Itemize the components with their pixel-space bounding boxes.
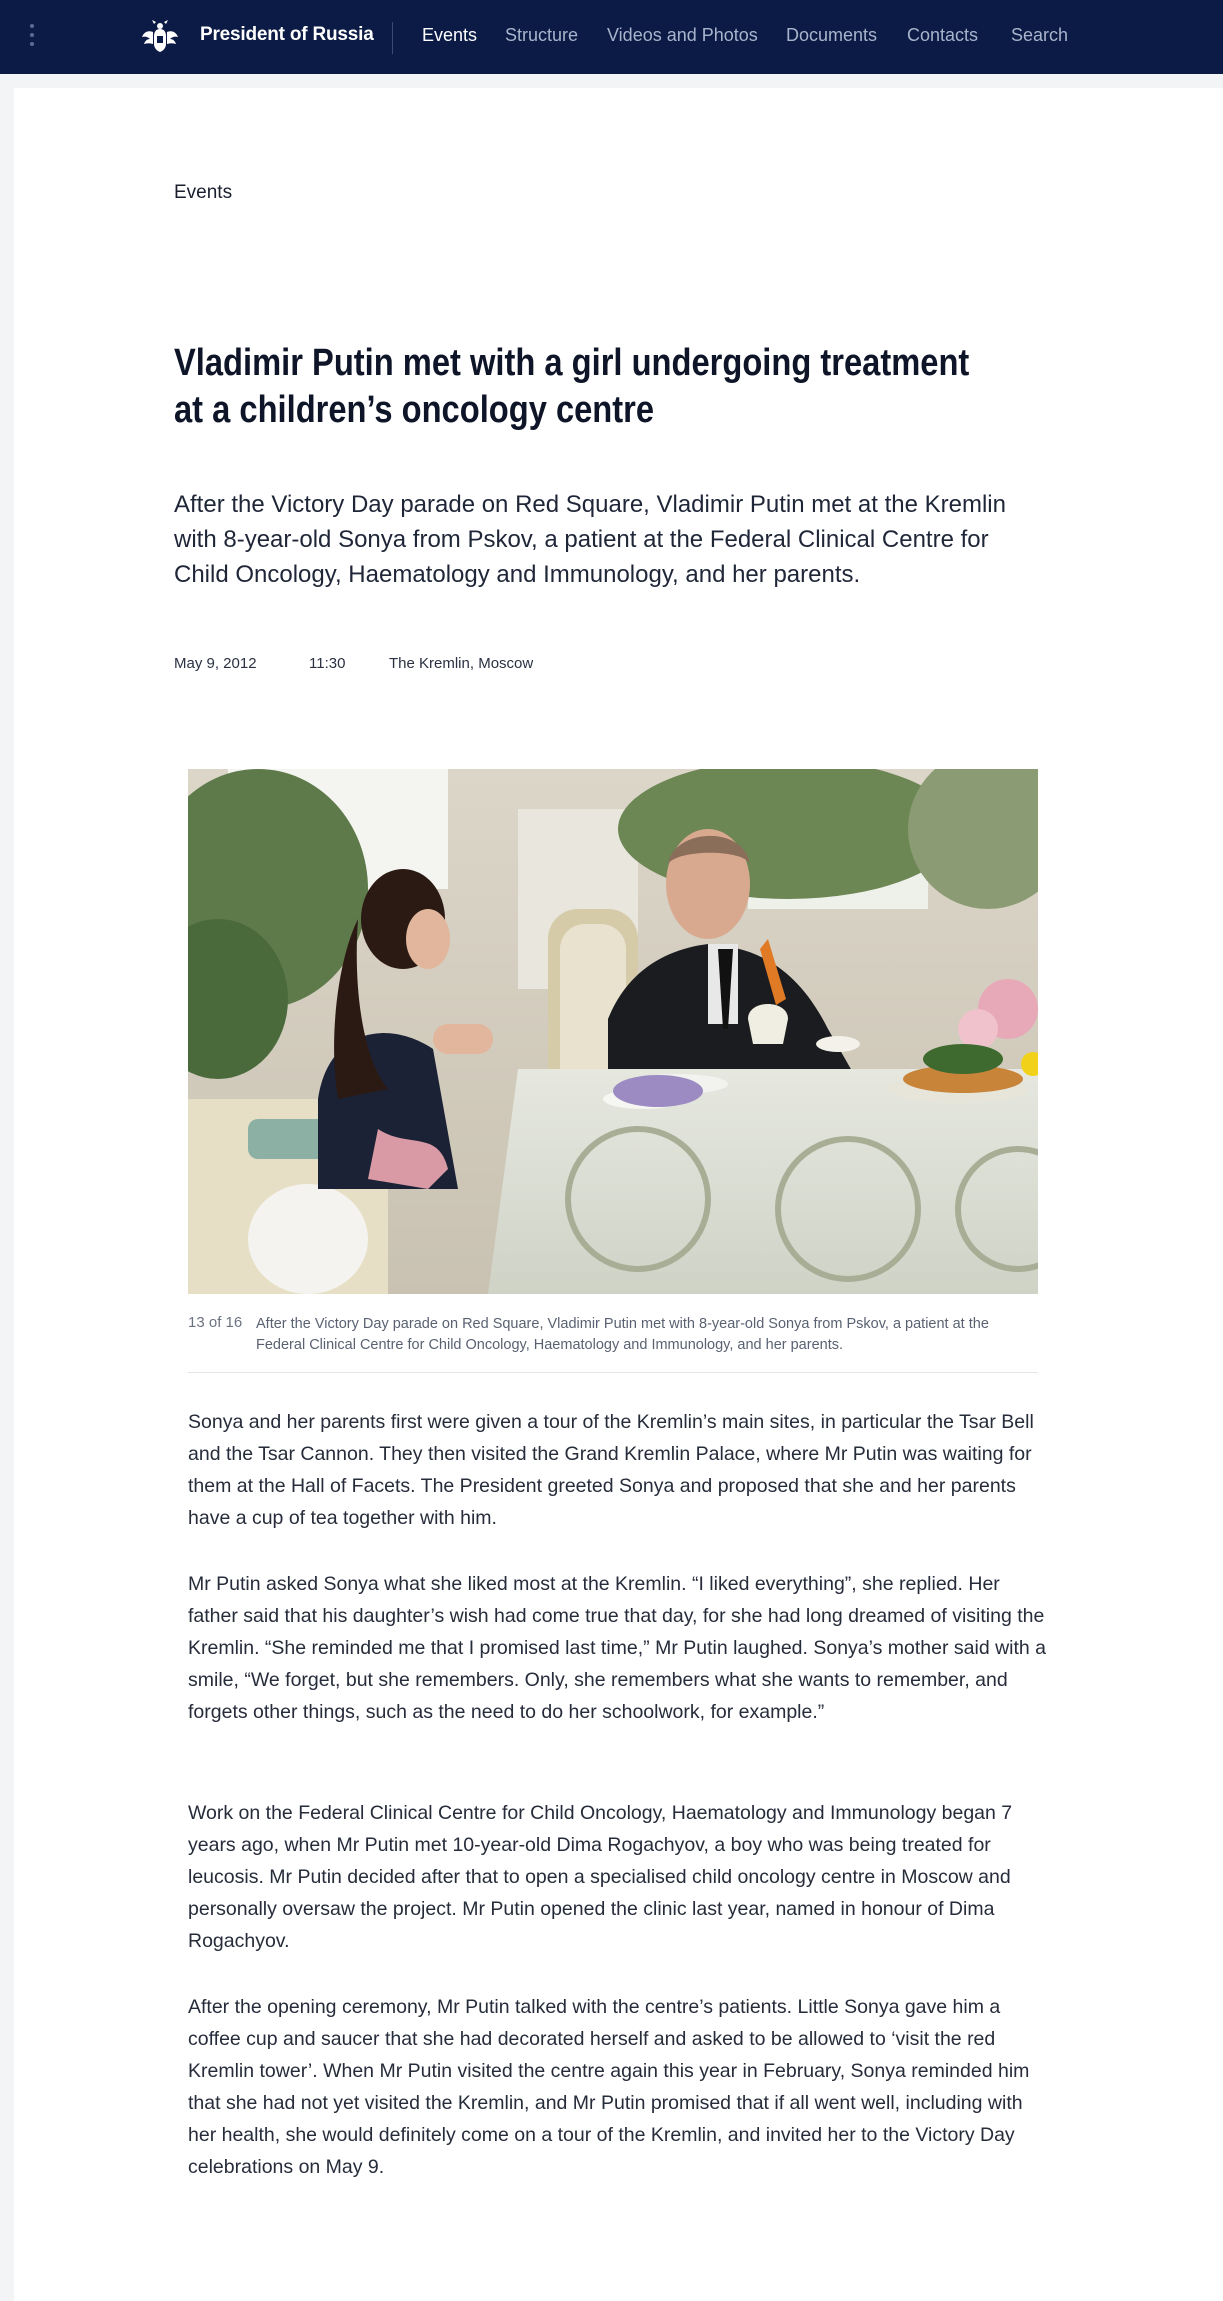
vertical-dots-menu-icon[interactable] bbox=[28, 24, 36, 50]
article-location[interactable]: The Kremlin, Moscow bbox=[389, 655, 534, 672]
article-title: Vladimir Putin met with a girl undergoing treatment at a children’s oncology centre bbox=[174, 342, 970, 431]
nav-contacts[interactable]: Contacts bbox=[907, 25, 979, 45]
article-paragraph-1: Sonya and her parents first were given a tour of the Kremlin’s main sites, in particular the Tsar Bell and the Tsar Cannon. They then visited the Grand Kremlin Palace, where Mr Putin was waiting for them at the Hall of Facets. The President greeted Sonya and proposed that she and her parents have a cup of tea together with him. bbox=[188, 1411, 1034, 1529]
photo-counter: 13 of 16 bbox=[188, 1314, 243, 1331]
nav-divider bbox=[392, 22, 393, 54]
eagle-emblem-icon[interactable] bbox=[141, 18, 179, 56]
site-header bbox=[0, 0, 1223, 74]
article-photo[interactable] bbox=[188, 769, 1038, 1294]
caption-divider bbox=[188, 1372, 1038, 1373]
article-lead: After the Victory Day parade on Red Square, Vladimir Putin met at the Kremlin with 8-year-old Sonya from Pskov, a patient at the Federal Clinical Centre for Child Oncology, Haematology and Immunology, and her parents. bbox=[174, 491, 1006, 588]
photo-image bbox=[188, 769, 1038, 1294]
nav-documents[interactable]: Documents bbox=[786, 25, 878, 45]
article-paragraph-4: After the opening ceremony, Mr Putin talked with the centre’s patients. Little Sonya gave him a coffee cup and saucer that she had decorated herself and asked to be allowed to ‘visit the red Kremlin tower’. When Mr Putin visited the centre again this year in February, Sonya reminded him that she had not yet visited the Kremlin, and Mr Putin promised that if all went well, including with her health, she would definitely come on a tour of the Kremlin, and invited her to the Victory Day celebrations on May 9. bbox=[188, 1996, 1030, 2178]
photo-caption: After the Victory Day parade on Red Square, Vladimir Putin met with 8-year-old Sonya from Pskov, a patient at the Federal Clinical Centre for Child Oncology, Haematology and Immunology, and her parents. bbox=[256, 1316, 989, 1353]
article-date: May 9, 2012 bbox=[174, 655, 257, 672]
article-time: 11:30 bbox=[309, 655, 346, 672]
article-paragraph-2: Mr Putin asked Sonya what she liked most at the Kremlin. “I liked everything”, she replied. Her father said that his daughter’s wish had come true that day, for she had long dreamed of visiting the Kremlin. “She reminded me that I promised last time,” Mr Putin laughed. Sonya’s mother said with a smile, “We forget, but she remembers. Only, she remembers what she wants to remember, and forgets other things, such as the need to do her schoolwork, for example.” bbox=[188, 1573, 1047, 1723]
nav-videos-and-photos[interactable]: Videos and Photos bbox=[607, 25, 758, 45]
nav-search[interactable]: Search bbox=[1011, 25, 1069, 45]
section-label[interactable]: Events bbox=[174, 182, 233, 203]
nav-events[interactable]: Events bbox=[422, 25, 478, 45]
nav-structure[interactable]: Structure bbox=[505, 25, 579, 45]
article-paragraph-3: Work on the Federal Clinical Centre for Child Oncology, Haematology and Immunology began 7 years ago, when Mr Putin met 10-year-old Dima Rogachyov, a boy who was being treated for leucosis. Mr Putin decided after that to open a specialised child oncology centre in Moscow and personally oversaw the project. Mr Putin opened the clinic last year, named in honour of Dima Rogachyov. bbox=[188, 1802, 1013, 1952]
site-title[interactable]: President of Russia bbox=[200, 24, 374, 45]
